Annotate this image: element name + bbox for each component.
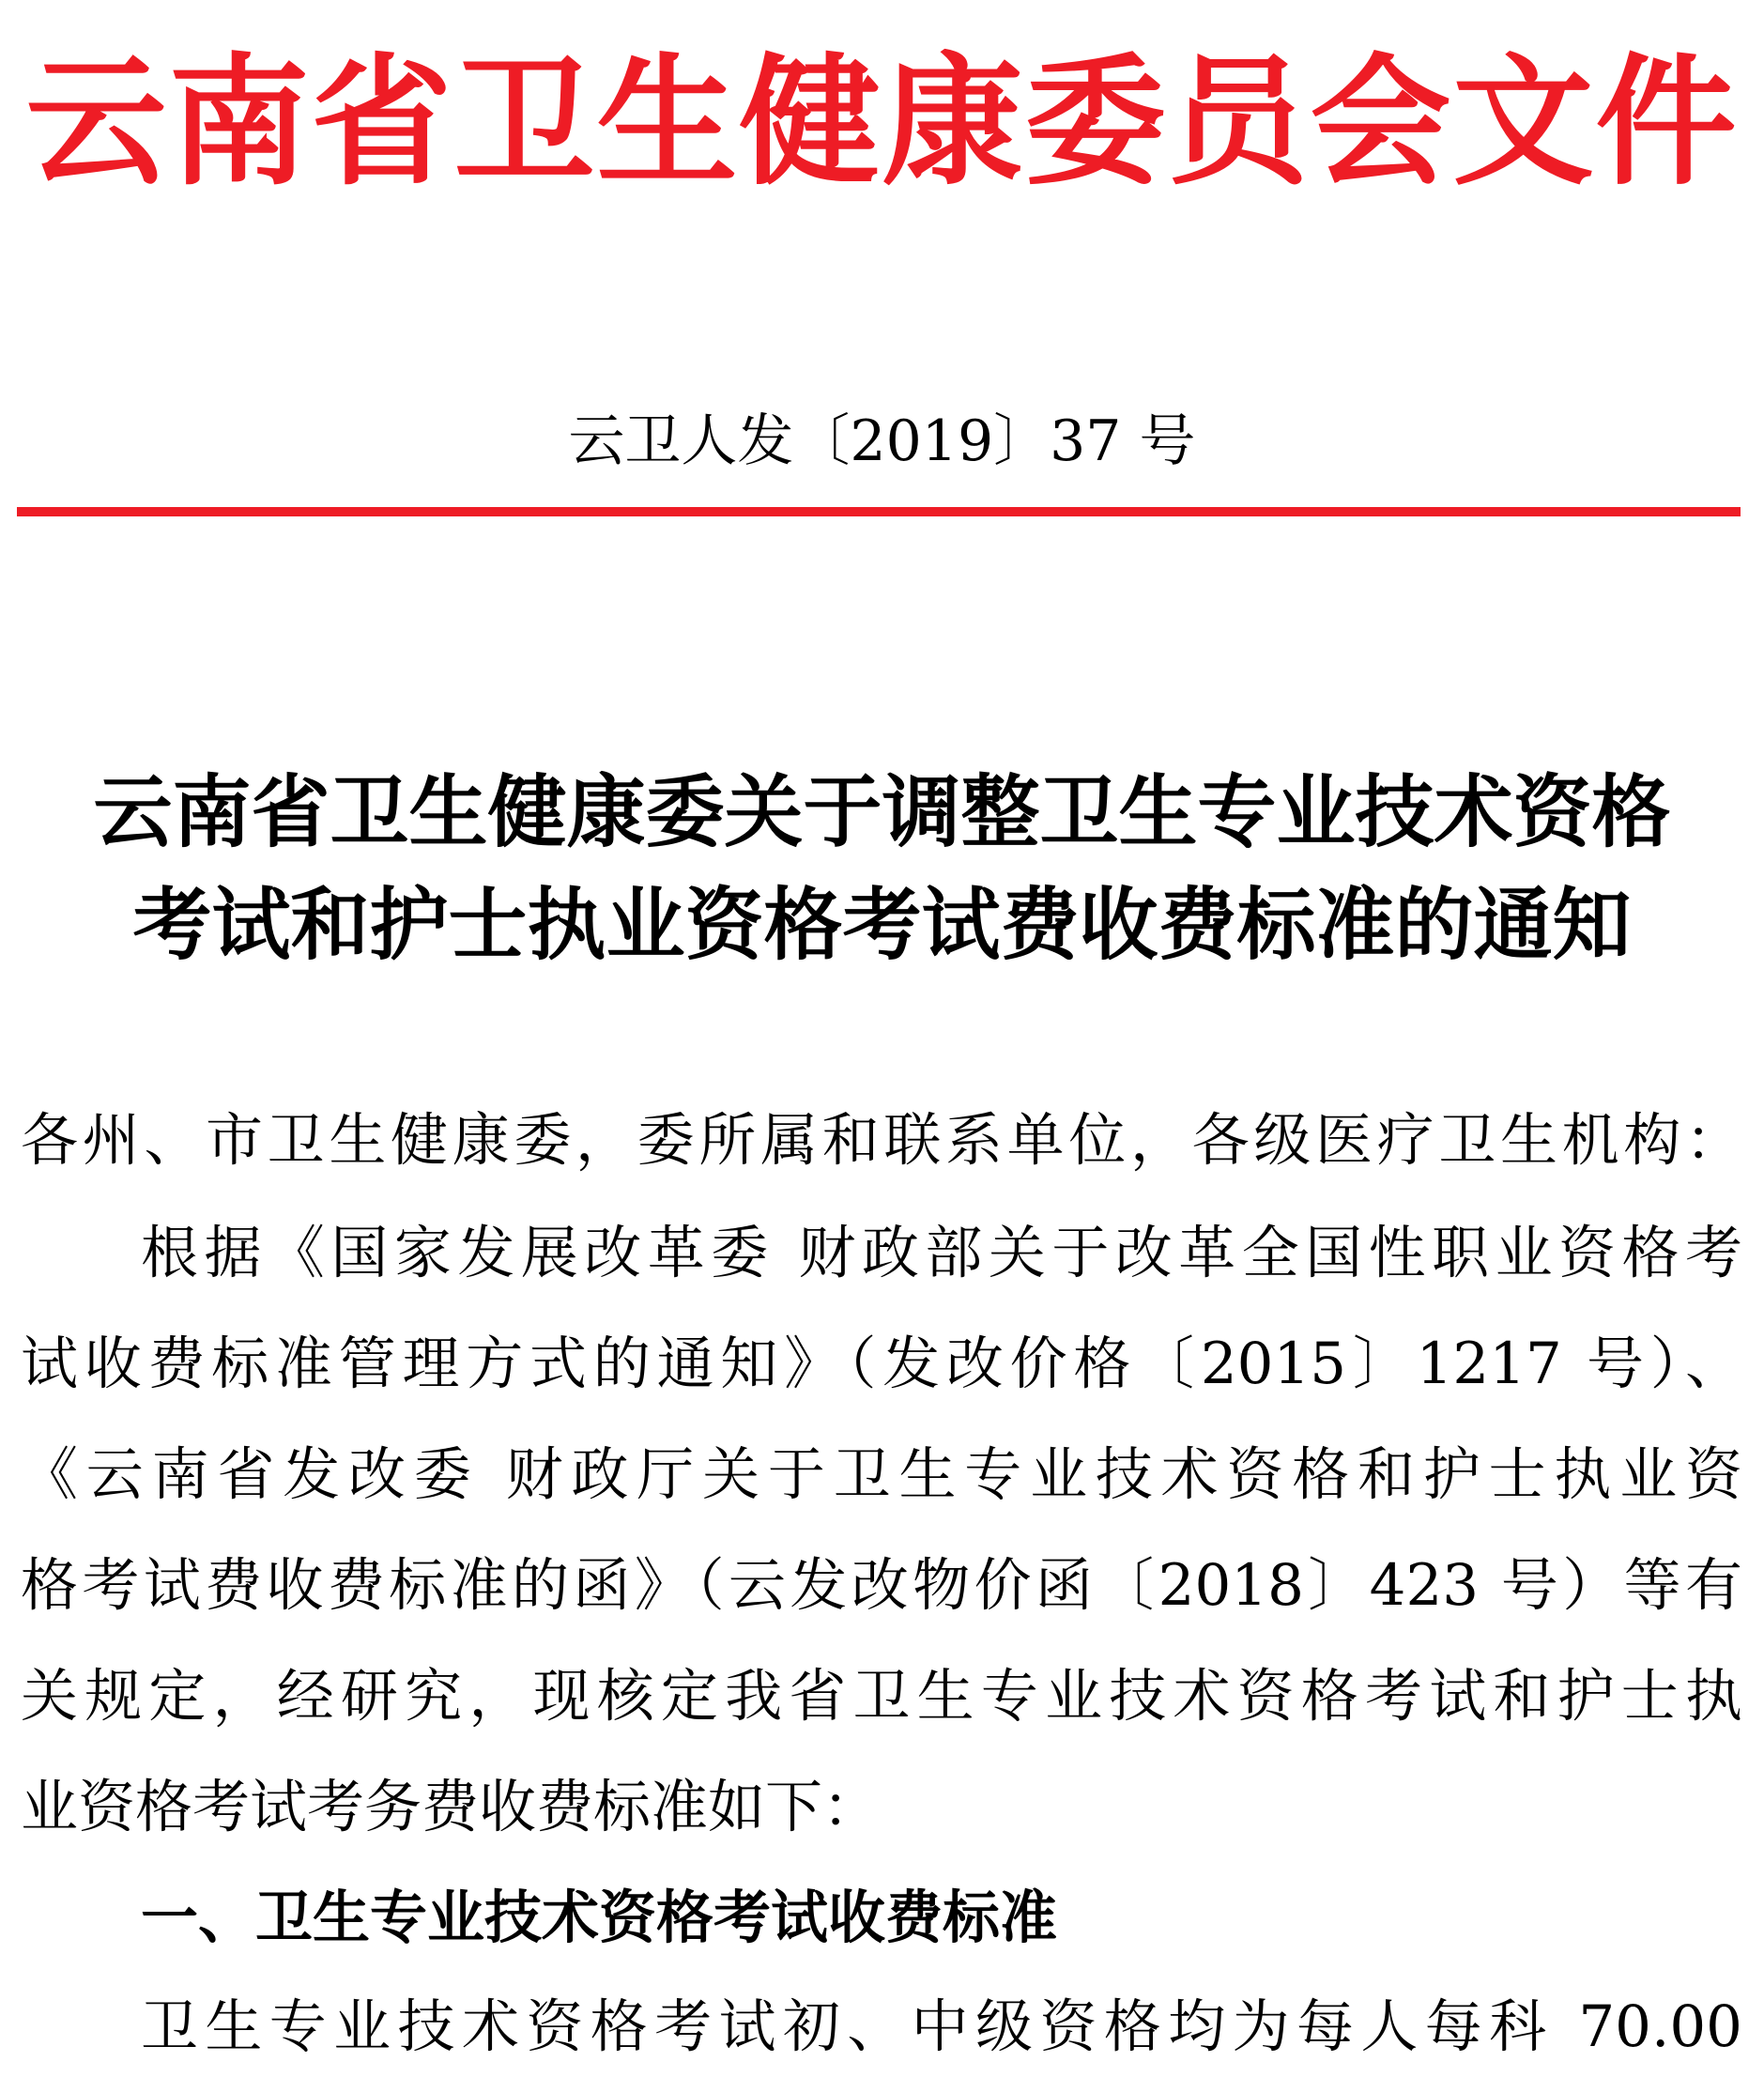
- paragraph-line: 根据《国家发展改革委 财政部关于改革全国性职业资格考: [141, 1220, 1742, 1286]
- paragraph-line: 业资格考试考务费收费标准如下：: [21, 1774, 881, 1840]
- section-heading: 一、卫生专业技术资格考试收费标准: [141, 1885, 1058, 1951]
- document-number: 云卫人发〔2019〕37 号: [568, 408, 1196, 474]
- notice-title-line-1: 云南省卫生健康委关于调整卫生专业技术资格: [93, 766, 1671, 858]
- paragraph-line: 试收费标准管理方式的通知》（发改价格〔2015〕1217 号）、: [21, 1331, 1742, 1397]
- paragraph-line: 关规定，经研究，现核定我省卫生专业技术资格考试和护士执: [21, 1663, 1742, 1730]
- paragraph-line: 《云南省发改委 财政厅关于卫生专业技术资格和护士执业资: [21, 1441, 1742, 1508]
- issuing-authority-header: 云南省卫生健康委员会文件: [25, 39, 1739, 205]
- paragraph-line: 卫生专业技术资格考试初、中级资格均为每人每科 70.00: [141, 1993, 1742, 2060]
- recipients-line: 各州、市卫生健康委，委所属和联系单位，各级医疗卫生机构：: [21, 1107, 1742, 1174]
- notice-title-line-2: 考试和护士执业资格考试费收费标准的通知: [132, 879, 1632, 971]
- red-divider-line: [17, 507, 1741, 516]
- paragraph-line: 格考试费收费标准的函》（云发改物价函〔2018〕423 号）等有: [21, 1552, 1742, 1619]
